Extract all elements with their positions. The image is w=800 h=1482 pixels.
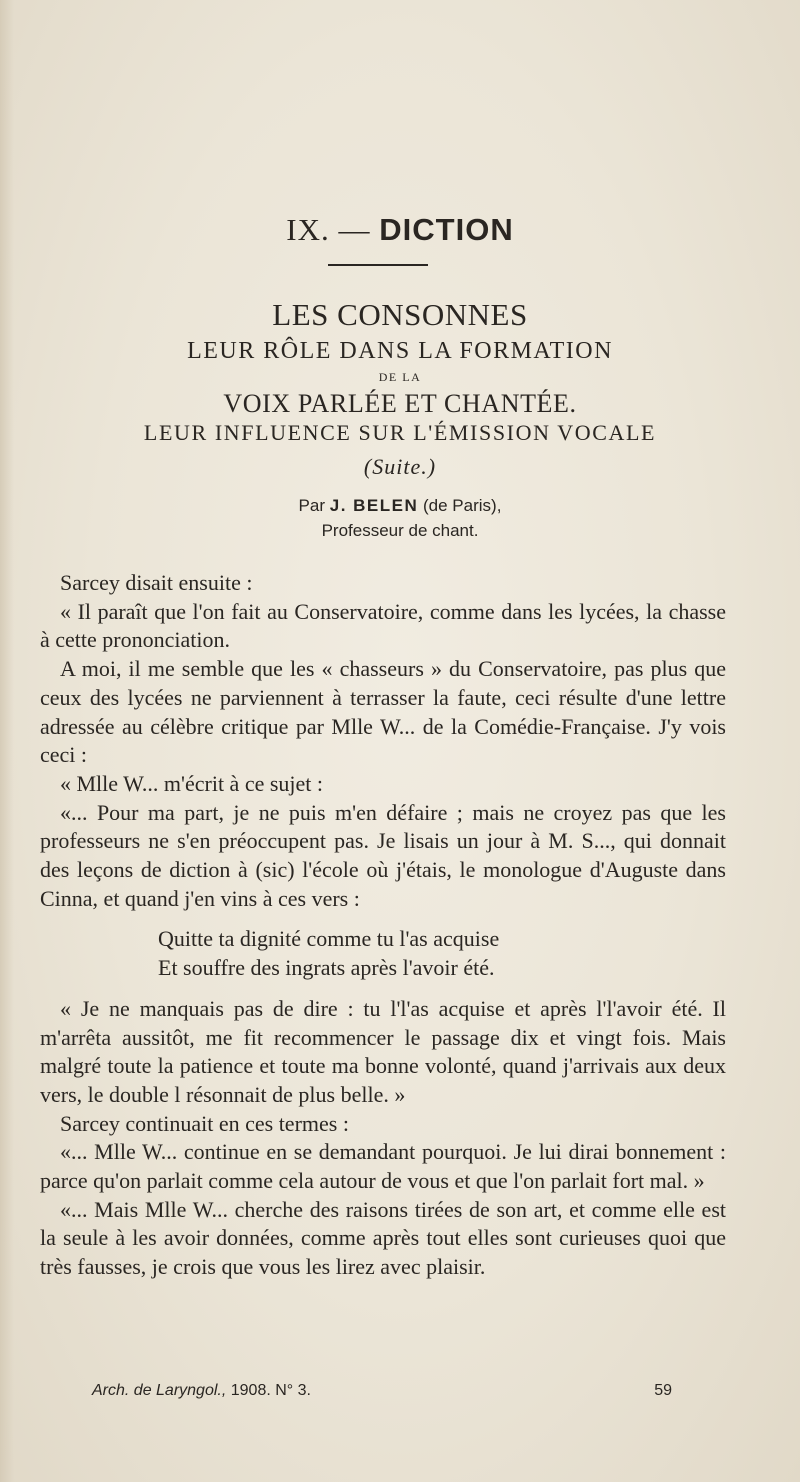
article-subtitle-1: LEUR RÔLE DANS LA FORMATION <box>187 338 613 364</box>
article-continuation: (Suite.) <box>363 454 437 479</box>
byline-par: Par <box>298 496 326 515</box>
chapter-dash: — <box>338 212 371 247</box>
verse-quote <box>40 925 726 982</box>
article-subtitle-2: DE LA <box>378 370 422 384</box>
paragraph: « Il paraît que l'on fait au Conservatoire, comme dans les lycées, la chasse à cette prononciation. <box>40 598 726 653</box>
paragraph: «... Pour ma part, je ne puis m'en défaire ; mais ne croyez pas que les professeurs ne s'en préoccupent pas. Je lisais un jour à M. S..., qui donnait des leçons de diction à (sic) l'école où j'étais, le monologue d'Auguste dans Cinna, et quand j'en vins à ces vers : <box>40 799 726 911</box>
byline <box>0 496 780 516</box>
journal-year: 1908. <box>230 1382 271 1399</box>
chapter-heading <box>0 212 800 248</box>
paragraph: «... Mlle W... continue en se demandant pourquoi. Je lui dirai bonnement : parce qu'on parlait comme cela autour de vous et que l'on parlait fort mal. » <box>40 1139 726 1194</box>
paragraph: « Je ne manquais pas de dire : tu l'l'as acquise et après l'l'avoir été. Il m'arrêta aussitôt, me fit recommencer le passage dix et vingt fois. Mais malgré toute la patience et toute ma bonne volonté, quand j'arrivais aux deux vers, le double l résonnait de plus belle. » <box>40 995 726 1107</box>
paragraph: A moi, il me semble que les « chasseurs » du Conservatoire, pas plus que ceux des lycées ne parviennent à terrasser la faute, ceci résulte d'une lettre adressée au célèbre critique par Mlle W... de la Comédie-Française. J'y vois ceci : <box>40 656 726 768</box>
page-number: 59 <box>654 1382 672 1399</box>
article-body <box>40 569 726 1282</box>
chapter-number: IX. <box>286 212 330 247</box>
verse-line: Quitte ta dignité comme tu l'as acquise <box>158 926 500 952</box>
author-role: Professeur de chant. <box>321 521 479 540</box>
heading-rule <box>328 264 428 266</box>
author-location: (de Paris), <box>423 496 502 515</box>
paragraph: Sarcey continuait en ces termes : <box>60 1110 349 1136</box>
article-subtitle-3: VOIX PARLÉE ET CHANTÉE. <box>223 389 577 418</box>
paragraph: Sarcey disait ensuite : <box>60 570 253 595</box>
page-footer <box>92 1382 672 1400</box>
journal-issue: N° 3. <box>275 1382 311 1399</box>
paragraph: « Mlle W... m'écrit à ce sujet : <box>60 770 324 796</box>
journal-name: Arch. de Laryngol., <box>92 1382 227 1399</box>
paragraph: «... Mais Mlle W... cherche des raisons tirées de son art, et comme elle est la seule à les avoir données, comme après tout elles sont curieuses quoi que très fausses, je crois que vous les lirez avec plaisir. <box>40 1196 726 1280</box>
author-name: J. BELEN <box>329 496 419 515</box>
chapter-title: DICTION <box>379 212 514 247</box>
article-subtitle-4: LEUR INFLUENCE SUR L'ÉMISSION VOCALE <box>143 420 657 445</box>
article-title: LES CONSONNES <box>272 297 528 332</box>
verse-line: Et souffre des ingrats après l'avoir été. <box>158 955 495 981</box>
